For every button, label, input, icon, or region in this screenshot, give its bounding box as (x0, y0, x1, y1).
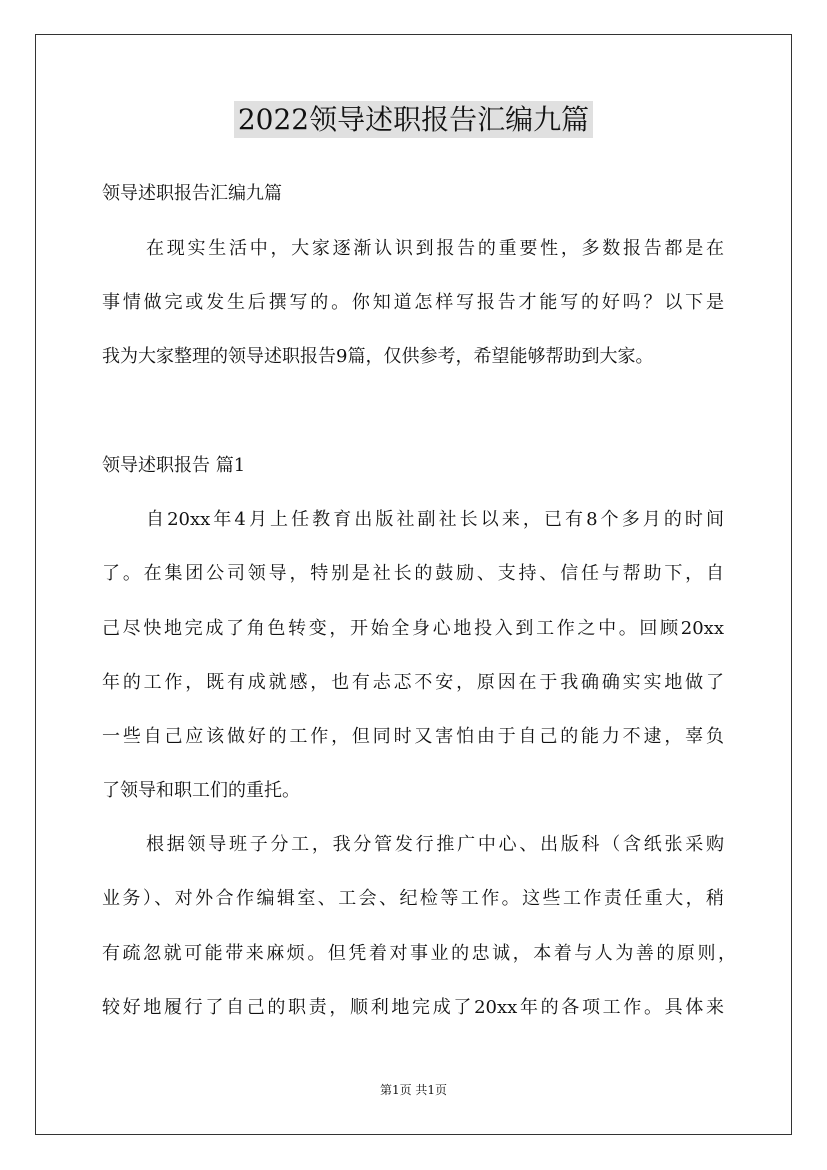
document-title (0, 98, 827, 142)
paragraph-line: 自20xx年4月上任教育出版社副社长以来，已有8个多月的时间 (146, 509, 724, 530)
page-footer: 第1页 共1页 (379, 1083, 448, 1097)
paragraph-line: 了。在集团公司领导，特别是社长的鼓励、支持、信任与帮助下，自 (102, 563, 724, 584)
paragraph-line: 一些自己应该做好的工作，但同时又害怕由于自己的能力不逮，辜负 (102, 726, 724, 747)
intro-line: 事情做完或发生后撰写的。你知道怎样写报告才能写的好吗？以下是 (102, 292, 724, 313)
section-heading: 领导述职报告 篇1 (102, 455, 246, 476)
document-subtitle: 领导述职报告汇编九篇 (102, 183, 282, 204)
paragraph-line: 业务）、对外合作编辑室、工会、纪检等工作。这些工作责任重大，稍 (102, 888, 724, 909)
paragraph-line: 己尽快地完成了角色转变，开始全身心地投入到工作之中。回顾20xx (102, 618, 724, 639)
paragraph-line: 年的工作，既有成就感，也有忐忑不安，原因在于我确确实实地做了 (102, 672, 724, 693)
intro-line: 我为大家整理的领导述职报告9篇，仅供参考，希望能够帮助到大家。 (102, 346, 654, 367)
paragraph-line: 有疏忽就可能带来麻烦。但凭着对事业的忠诚，本着与人为善的原则， (102, 943, 736, 964)
document-title-text: 2022领导述职报告汇编九篇 (234, 101, 593, 138)
paragraph-line: 根据领导班子分工，我分管发行推广中心、出版科（含纸张采购 (146, 834, 724, 855)
paragraph-line: 较好地履行了自己的职责，顺利地完成了20xx年的各项工作。具体来 (102, 997, 724, 1018)
intro-line: 在现实生活中，大家逐渐认识到报告的重要性，多数报告都是在 (146, 238, 724, 259)
paragraph-line: 了领导和职工们的重托。 (102, 780, 300, 801)
